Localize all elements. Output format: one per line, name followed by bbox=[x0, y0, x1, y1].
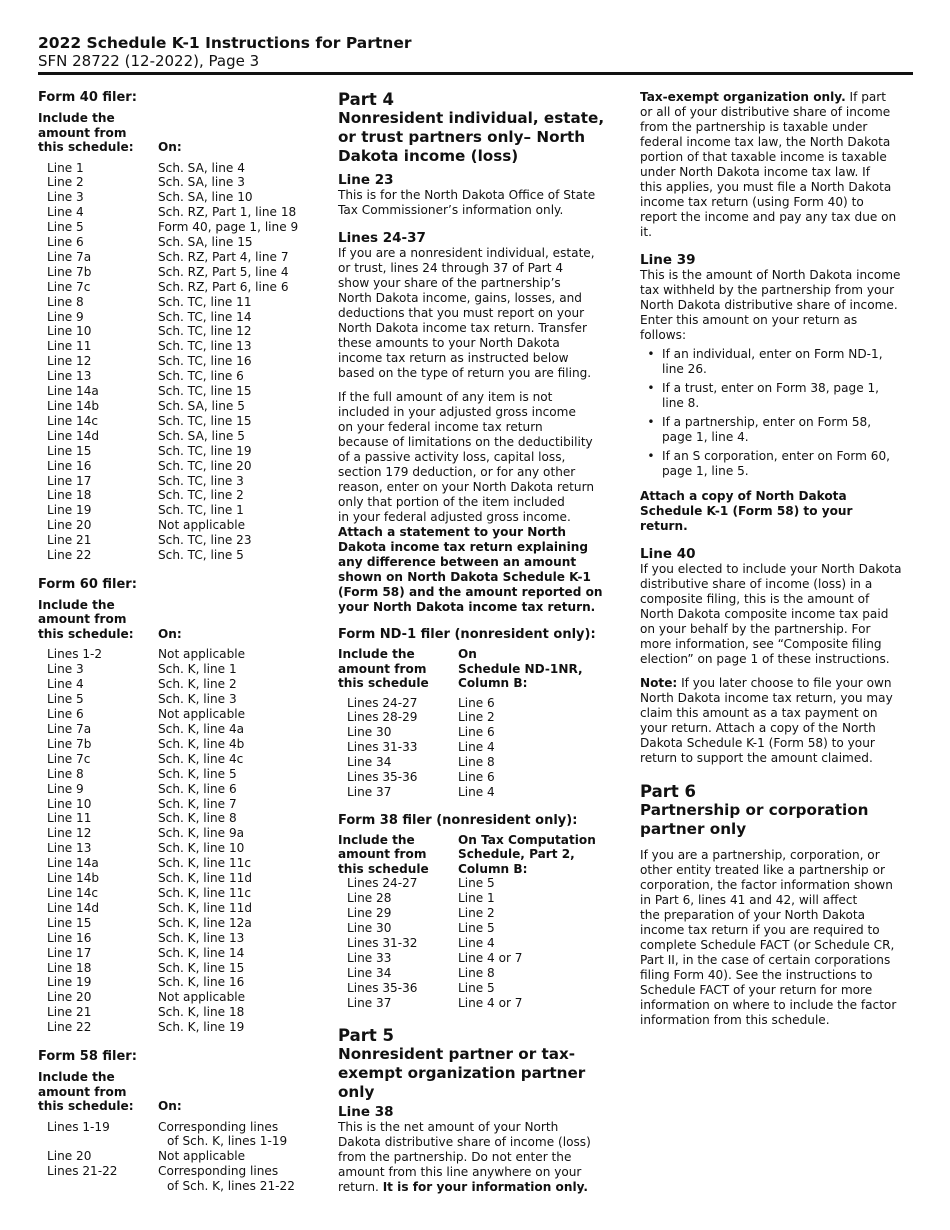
target-line: Form 40, page 1, line 9 bbox=[158, 220, 299, 235]
source-line: Line 7b bbox=[47, 264, 92, 279]
bullet-item: • If an S corporation, enter on Form 60, page 1, line 5. bbox=[640, 449, 913, 479]
form40-table bbox=[38, 161, 320, 563]
table-row bbox=[338, 891, 623, 906]
target-line: Line 2 bbox=[458, 906, 495, 921]
source-line: Line 7c bbox=[47, 279, 91, 294]
table-row bbox=[38, 369, 320, 384]
column-1 bbox=[38, 90, 320, 1194]
bullet-item: • If an individual, enter on Form ND-1, line 26. bbox=[640, 347, 913, 377]
table-row bbox=[38, 235, 320, 250]
nd1-table bbox=[338, 696, 623, 800]
source-line: Line 33 bbox=[347, 950, 392, 965]
source-line: Line 37 bbox=[347, 784, 392, 799]
source-line: Line 14d bbox=[47, 900, 100, 915]
target-line: Line 6 bbox=[458, 695, 495, 710]
col-a-header: Include the amount from this schedule: bbox=[38, 1070, 134, 1114]
table-row bbox=[338, 981, 623, 996]
target-line: Not applicable bbox=[158, 518, 246, 533]
source-line: Line 17 bbox=[47, 945, 92, 960]
f38-heading: Form 38 filer (nonresident only): bbox=[338, 812, 578, 828]
form-number: SFN 28722 (12-2022), Page 3 bbox=[38, 52, 260, 70]
table-row bbox=[38, 444, 320, 459]
table-row bbox=[38, 175, 320, 190]
attach-copy-text: Attach a copy of North Dakota Schedule K-1 (Form 58) to your return. bbox=[640, 489, 853, 533]
table-row bbox=[38, 1005, 320, 1020]
table-row bbox=[338, 921, 623, 936]
source-line: Line 37 bbox=[347, 995, 392, 1010]
target-line: Not applicable bbox=[158, 990, 246, 1005]
line40-text: If you elected to include your North Dakota distributive share of income (loss) in a composite filing, this is the amount of North Dakota composite income tax paid on your behalf by the partnership. For more information, see “Composite filing election” on page 1 of these instructions. bbox=[640, 562, 902, 666]
table-row bbox=[38, 459, 320, 474]
table-row bbox=[38, 429, 320, 444]
form60-heading: Form 60 filer: bbox=[38, 576, 137, 592]
target-line: Line 6 bbox=[458, 770, 495, 785]
source-line: Lines 1-2 bbox=[47, 647, 103, 662]
target-line: Sch. K, line 11c bbox=[158, 885, 252, 900]
target-line: Line 4 bbox=[458, 784, 495, 799]
source-line: Line 21 bbox=[47, 1005, 92, 1020]
source-line: Line 14b bbox=[47, 871, 100, 886]
target-line: Sch. K, line 7 bbox=[158, 796, 237, 811]
target-line: Sch. K, line 12a bbox=[158, 915, 252, 930]
target-line: Sch. RZ, Part 1, line 18 bbox=[158, 205, 297, 220]
source-line: Line 29 bbox=[347, 906, 392, 921]
source-line: Line 4 bbox=[47, 205, 84, 220]
table-row: Lines 1-19 Corresponding lines of Sch. K, lines 1-19 bbox=[47, 1119, 288, 1149]
bullet-item: • If a trust, enter on Form 38, page 1, line 8. bbox=[640, 381, 913, 411]
source-line: Line 30 bbox=[347, 921, 392, 936]
target-line: Line 5 bbox=[458, 921, 495, 936]
target-line: Line 6 bbox=[458, 725, 495, 740]
table-row bbox=[38, 856, 320, 871]
col-a-header: Include the amount from this schedule: bbox=[38, 111, 134, 154]
f38-header: Include the amount from this schedule On Tax Computation Schedule, Part 2, Column B: bbox=[338, 832, 596, 876]
line38-heading: Line 38 bbox=[338, 1103, 394, 1120]
target-line: Sch. TC, line 2 bbox=[158, 488, 244, 503]
col-b-header: On: bbox=[158, 140, 182, 154]
target-line: Sch. TC, line 11 bbox=[158, 294, 252, 309]
table-row bbox=[38, 324, 320, 339]
target-line: Not applicable bbox=[158, 647, 246, 662]
source-line: Line 19 bbox=[47, 975, 92, 990]
target-line: Sch. TC, line 3 bbox=[158, 473, 244, 488]
target-line: Sch. TC, line 5 bbox=[158, 548, 244, 563]
source-line: Line 6 bbox=[47, 235, 84, 250]
source-line: Line 7b bbox=[47, 736, 92, 751]
table-row bbox=[38, 826, 320, 841]
lines24-37-text-2: If the full amount of any item is not included in your adjusted gross income on your federal income tax return because of limitations on the deductibility of a passive activity loss, capital loss, section 179 deduction, or for any other reason, enter on your North Dakota return only that portion of the item included in your federal adjusted gross income. bbox=[338, 390, 594, 524]
source-line: Line 1 bbox=[47, 160, 84, 175]
table-row bbox=[338, 785, 623, 800]
table-row bbox=[38, 474, 320, 489]
source-line: Line 11 bbox=[47, 811, 92, 826]
table-row bbox=[338, 755, 623, 770]
table-row bbox=[38, 767, 320, 782]
target-line: Sch. K, line 8 bbox=[158, 811, 237, 826]
source-line: Line 17 bbox=[47, 473, 92, 488]
target-line: Sch. SA, line 5 bbox=[158, 399, 245, 413]
target-line: Line 8 bbox=[458, 965, 495, 980]
source-line: Line 14a bbox=[47, 856, 99, 871]
table-row bbox=[38, 946, 320, 961]
bullet-item: • If a partnership, enter on Form 58, page 1, line 4. bbox=[640, 415, 913, 445]
line23-heading: Line 23 bbox=[338, 172, 394, 188]
form58-header bbox=[38, 1070, 320, 1114]
table-row bbox=[38, 339, 320, 354]
target-line: Sch. K, line 9a bbox=[158, 826, 245, 841]
source-line: Line 15 bbox=[47, 915, 92, 930]
target-line: Sch. SA, line 5 bbox=[158, 428, 245, 443]
target-line: Sch. RZ, Part 5, line 4 bbox=[158, 264, 289, 279]
table-row bbox=[38, 961, 320, 976]
source-line: Lines 24-27 bbox=[347, 695, 418, 710]
source-line: Line 18 bbox=[47, 488, 92, 503]
source-line: Line 14d bbox=[47, 428, 100, 443]
target-line: Sch. K, line 3 bbox=[158, 692, 237, 707]
table-row bbox=[338, 936, 623, 951]
table-row bbox=[38, 250, 320, 265]
table-row bbox=[338, 770, 623, 785]
table-row bbox=[38, 414, 320, 429]
table-row bbox=[38, 295, 320, 310]
form58-section bbox=[38, 1049, 320, 1194]
table-row bbox=[38, 990, 320, 1005]
form60-table bbox=[38, 647, 320, 1035]
source-line: Line 7a bbox=[47, 249, 92, 264]
source-line: Line 20 bbox=[47, 518, 92, 533]
part5-title: Part 5 bbox=[338, 1025, 395, 1045]
target-line: Sch. K, line 4c bbox=[158, 751, 244, 766]
table-row bbox=[38, 518, 320, 533]
target-line: Sch. RZ, Part 4, line 7 bbox=[158, 249, 289, 264]
source-line: Line 16 bbox=[47, 458, 92, 473]
table-row bbox=[338, 906, 623, 921]
part6-subtitle: Partnership or corporation partner only bbox=[640, 801, 869, 838]
table-row bbox=[38, 503, 320, 518]
target-line: Sch. TC, line 19 bbox=[158, 443, 252, 458]
line38-last: return. It is for your information only. bbox=[338, 1179, 588, 1194]
part4-subtitle: Nonresident individual, estate, or trust partners only– North Dakota income (loss) bbox=[338, 109, 605, 165]
target-line: Sch. K, line 6 bbox=[158, 781, 237, 796]
source-line: Line 19 bbox=[47, 503, 92, 518]
table-row bbox=[38, 692, 320, 707]
source-line: Lines 35-36 bbox=[347, 770, 418, 785]
page-header bbox=[38, 34, 913, 70]
target-line: Line 4 bbox=[458, 740, 495, 755]
source-line: Line 34 bbox=[347, 755, 392, 770]
form40-header bbox=[38, 111, 320, 155]
source-line: Line 10 bbox=[47, 324, 92, 339]
table-row bbox=[38, 811, 320, 826]
table-row bbox=[38, 797, 320, 812]
source-line: Line 22 bbox=[47, 1020, 92, 1035]
table-row bbox=[338, 996, 623, 1011]
source-line: Line 28 bbox=[347, 891, 392, 906]
source-line: Line 5 bbox=[47, 692, 84, 707]
target-line: Sch. K, line 10 bbox=[158, 841, 245, 856]
source-line: Line 3 bbox=[47, 662, 84, 677]
target-line: Sch. TC, line 15 bbox=[158, 384, 252, 399]
col-a-header: Include the amount from this schedule: bbox=[38, 597, 134, 641]
col-b-header: On: bbox=[158, 626, 182, 641]
table-row bbox=[338, 966, 623, 981]
table-row bbox=[38, 871, 320, 886]
table-row bbox=[38, 310, 320, 325]
bullet-icon: • bbox=[647, 347, 655, 361]
target-line: Sch. TC, line 23 bbox=[158, 533, 252, 548]
table-row bbox=[38, 384, 320, 399]
target-line: Sch. TC, line 6 bbox=[158, 369, 244, 384]
col-b-header: On: bbox=[158, 1099, 182, 1114]
table-row: Lines 21-22 Corresponding lines of Sch. K, lines 21-22 bbox=[47, 1164, 295, 1194]
target-line: Sch. SA, line 10 bbox=[158, 190, 253, 205]
part5-subtitle: Nonresident partner or tax- exempt organization partner only bbox=[338, 1044, 586, 1101]
source-line: Lines 24-27 bbox=[347, 876, 418, 891]
table-row bbox=[38, 886, 320, 901]
table-row bbox=[38, 265, 320, 280]
target-line: Sch. TC, line 13 bbox=[158, 339, 252, 354]
target-line: Sch. K, line 4b bbox=[158, 736, 245, 751]
target-line: Sch. K, line 19 bbox=[158, 1020, 245, 1035]
line23-text: This is for the North Dakota Office of State Tax Commissioner’s information only. bbox=[338, 188, 596, 217]
table-row bbox=[38, 399, 320, 414]
source-line: Line 11 bbox=[47, 339, 92, 354]
source-line: Line 14c bbox=[47, 885, 99, 900]
target-line: Sch. SA, line 15 bbox=[158, 235, 253, 250]
source-line: Line 8 bbox=[47, 766, 84, 781]
target-line: Sch. K, line 2 bbox=[158, 677, 237, 692]
source-line: Line 22 bbox=[47, 548, 92, 563]
table-row bbox=[38, 722, 320, 737]
target-line: Sch. SA, line 4 bbox=[158, 160, 245, 175]
source-line: Line 9 bbox=[47, 309, 84, 324]
table-row bbox=[38, 931, 320, 946]
target-line: Sch. K, line 15 bbox=[158, 960, 245, 975]
source-line: Line 10 bbox=[47, 796, 92, 811]
target-line: Line 4 or 7 bbox=[458, 950, 523, 965]
target-line: Sch. TC, line 12 bbox=[158, 324, 252, 339]
source-line: Line 18 bbox=[47, 960, 92, 975]
table-row bbox=[38, 220, 320, 235]
target-line: Sch. K, line 14 bbox=[158, 945, 245, 960]
table-row bbox=[338, 876, 623, 891]
header-rule bbox=[38, 72, 913, 75]
target-line: Sch. K, line 11d bbox=[158, 900, 253, 915]
column-3 bbox=[640, 90, 913, 1028]
source-line: Line 5 bbox=[47, 220, 84, 235]
target-line: Sch. TC, line 1 bbox=[158, 503, 244, 518]
source-line: Line 6 bbox=[47, 707, 84, 722]
source-line: Line 14b bbox=[47, 399, 100, 413]
table-row bbox=[38, 752, 320, 767]
table-row bbox=[38, 841, 320, 856]
table-row bbox=[38, 548, 320, 563]
table-row bbox=[338, 951, 623, 966]
source-line: Line 34 bbox=[347, 965, 392, 980]
table-row bbox=[38, 975, 320, 990]
target-line: Line 4 or 7 bbox=[458, 995, 523, 1010]
target-line: Line 2 bbox=[458, 710, 495, 725]
source-line: Line 3 bbox=[47, 190, 84, 205]
source-line: Line 7a bbox=[47, 722, 92, 736]
filer-bullets bbox=[640, 347, 913, 479]
table-row bbox=[338, 725, 623, 740]
part4-title: Part 4 bbox=[338, 90, 395, 109]
target-line: Sch. K, line 4a bbox=[158, 722, 245, 736]
source-line: Lines 31-32 bbox=[347, 935, 418, 950]
source-line: Line 9 bbox=[47, 781, 84, 796]
target-line: Sch. K, line 11d bbox=[158, 871, 253, 886]
table-row bbox=[38, 647, 320, 662]
bullet-icon: • bbox=[647, 381, 655, 395]
table-row bbox=[38, 677, 320, 692]
source-line: Line 20 bbox=[47, 990, 92, 1005]
target-line: Line 5 bbox=[458, 876, 495, 891]
target-line: Sch. SA, line 3 bbox=[158, 175, 245, 190]
table-row bbox=[38, 488, 320, 503]
table-row bbox=[38, 662, 320, 677]
note-text: Note: If you later choose to file your own bbox=[640, 676, 892, 690]
target-line: Line 1 bbox=[458, 891, 495, 906]
source-line: Lines 31-33 bbox=[347, 740, 418, 755]
bullet-icon: • bbox=[647, 449, 655, 463]
target-line: Sch. TC, line 14 bbox=[158, 309, 252, 324]
target-line: Sch. K, line 13 bbox=[158, 930, 245, 945]
form60-header bbox=[38, 598, 320, 642]
target-line: Sch. K, line 5 bbox=[158, 766, 237, 781]
table-row bbox=[38, 354, 320, 369]
target-line: Sch. TC, line 16 bbox=[158, 354, 252, 369]
note-text-2: North Dakota income tax return, you may claim this amount as a tax payment on your return. Attach a copy of the North Dakota Schedule K-1 (Form 58) to your return to support the amount claimed. bbox=[640, 691, 893, 765]
lines24-37-text: If you are a nonresident individual, estate, or trust, lines 24 through 37 of Part 4 show your share of the partnership’s North Dakota income, gains, losses, and deductions that you must report on your North Dakota income tax return. Transfer these amounts to your North Dakota income tax return as instructed below based on the type of return you are filing. bbox=[338, 246, 595, 380]
target-line: Sch. K, line 16 bbox=[158, 975, 245, 990]
nd1-header: Include the amount from this schedule On Schedule ND-1NR, Column B: bbox=[338, 647, 583, 690]
line39-text: This is the amount of North Dakota income tax withheld by the partnership from your North Dakota distributive share of income. Enter this amount on your return as follows: bbox=[640, 268, 901, 342]
column-2 bbox=[338, 90, 623, 1195]
part6-title: Part 6 bbox=[640, 782, 697, 801]
target-line: Sch. K, line 11c bbox=[158, 856, 252, 871]
source-line: Line 13 bbox=[47, 369, 92, 384]
line40-heading: Line 40 bbox=[640, 546, 696, 562]
source-line: Line 7c bbox=[47, 751, 91, 766]
table-row bbox=[38, 707, 320, 722]
target-line: Sch. RZ, Part 6, line 6 bbox=[158, 279, 289, 294]
target-line: Not applicable bbox=[158, 707, 246, 722]
table-row bbox=[338, 740, 623, 755]
form58-table bbox=[38, 1120, 320, 1195]
target-line: Sch. K, line 18 bbox=[158, 1005, 245, 1020]
table-row bbox=[38, 205, 320, 220]
target-line: Line 4 bbox=[458, 935, 495, 950]
form60-section bbox=[38, 577, 320, 1035]
form40-heading: Form 40 filer: bbox=[38, 90, 137, 105]
target-line: Sch. TC, line 20 bbox=[158, 458, 252, 473]
table-row bbox=[338, 710, 623, 725]
attach-statement-text: Attach a statement to your North Dakota income tax return explaining any difference between an amount shown on North Dakota Schedule K-1 (Form 58) and the amount reported on your North Dakota income tax return. bbox=[338, 525, 603, 614]
source-line: Lines 28-29 bbox=[347, 710, 418, 725]
nd1-heading: Form ND-1 filer (nonresident only): bbox=[338, 627, 596, 642]
lines24-37-heading: Lines 24-37 bbox=[338, 230, 426, 246]
source-line: Line 2 bbox=[47, 175, 84, 190]
form40-section bbox=[38, 90, 320, 563]
table-row bbox=[38, 1020, 320, 1035]
table-row: Line 20 Not applicable bbox=[47, 1149, 246, 1164]
source-line: Line 16 bbox=[47, 930, 92, 945]
line39-heading: Line 39 bbox=[640, 252, 696, 268]
target-line: Line 5 bbox=[458, 980, 495, 995]
source-line: Line 13 bbox=[47, 841, 92, 856]
source-line: Line 12 bbox=[47, 354, 92, 369]
source-line: Line 12 bbox=[47, 826, 92, 841]
target-line: Line 8 bbox=[458, 755, 495, 770]
page-title: 2022 Schedule K-1 Instructions for Partner bbox=[38, 34, 412, 52]
table-row bbox=[38, 782, 320, 797]
table-row bbox=[38, 533, 320, 548]
table-row bbox=[38, 161, 320, 176]
bullet-icon: • bbox=[647, 415, 655, 429]
source-line: Line 14c bbox=[47, 413, 99, 428]
target-line: Sch. TC, line 15 bbox=[158, 413, 252, 428]
source-line: Line 14a bbox=[47, 384, 99, 399]
source-line: Line 21 bbox=[47, 533, 92, 548]
source-line: Line 4 bbox=[47, 677, 84, 692]
f38-table bbox=[338, 876, 623, 1010]
table-row bbox=[38, 737, 320, 752]
table-row bbox=[38, 901, 320, 916]
table-row bbox=[38, 916, 320, 931]
source-line: Line 30 bbox=[347, 725, 392, 740]
taxexempt-text: Tax-exempt organization only. If part bbox=[640, 90, 887, 104]
table-row bbox=[38, 190, 320, 205]
source-line: Lines 35-36 bbox=[347, 980, 418, 995]
line38-text: This is the net amount of your North Dakota distributive share of income (loss) from the partnership. Do not enter the amount from this line anywhere on your bbox=[338, 1119, 591, 1179]
table-row bbox=[38, 280, 320, 295]
part6-text: If you are a partnership, corporation, or other entity treated like a partnership or corporation, the factor information shown in Part 6, lines 41 and 42, will affect the preparation of your North Dakota income tax return if you are required to complete Schedule FACT (or Schedule CR, Part II, in the case of certain corporations filing Form 40). See the instructions to Schedule FACT of your return for more information on where to include the factor information from this schedule. bbox=[640, 848, 897, 1027]
target-line: Sch. K, line 1 bbox=[158, 662, 237, 677]
source-line: Line 15 bbox=[47, 443, 92, 458]
source-line: Line 8 bbox=[47, 294, 84, 309]
form58-heading: Form 58 filer: bbox=[38, 1049, 137, 1065]
taxexempt-text-2: or all of your distributive share of income from the partnership is taxable under federal income tax law, the North Dakota portion of that taxable income is taxable under North Dakota income tax law. If this applies, you must file a North Dakota income tax return (using Form 40) to report the income and pay any tax due on it. bbox=[640, 105, 897, 239]
table-row bbox=[338, 696, 623, 711]
